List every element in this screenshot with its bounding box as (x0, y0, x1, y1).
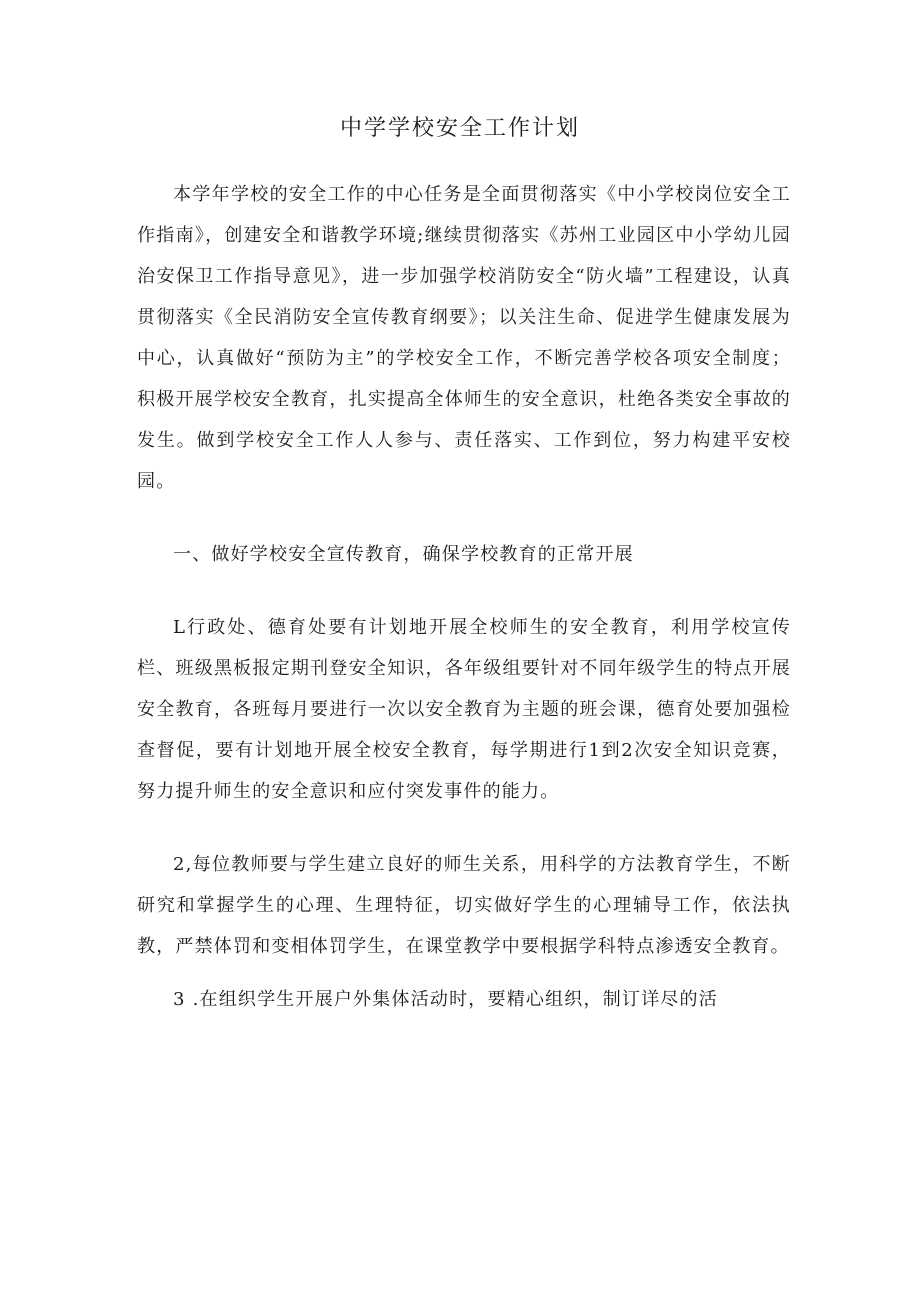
document-body (137, 174, 791, 1020)
document-title: 中学学校安全工作计划 (339, 116, 580, 141)
spacer (137, 575, 791, 607)
item-paragraph-3: 3 .在组织学生开展户外集体活动时，要精心组织，制订详尽的活 (173, 989, 718, 1010)
spacer (137, 812, 791, 844)
section-heading-1: 一、做好学校安全宣传教育，确保学校教育的正常开展 (173, 544, 634, 565)
spacer (137, 967, 791, 979)
intro-paragraph: 本学年学校的安全工作的中心任务是全面贯彻落实《中小学校岗位安全工作指南》，创建安全和谐教学环境;继续贯彻落实《苏州工业园区中小学幼儿园治安保卫工作指导意见》，进一步加强学校消防安全“防火墙”工程建设，认真贯彻落实《全民消防安全宣传教育纲要》；以关注生命、促进学生健康发展为中心，认真做好“预防为主”的学校安全工作，不断完善学校各项安全制度；积极开展学校安全教育，扎实提高全体师生的安全意识，杜绝各类安全事故的发生。做到学校安全工作人人参与、责任落实、工作到位，努力构建平安校园。 (137, 184, 791, 492)
item-paragraph-1: L行政处、德育处要有计划地开展全校师生的安全教育，利用学校宣传栏、班级黑板报定期刊登安全知识，各年级组要针对不同年级学生的特点开展安全教育，各班每月要进行一次以安全教育为主题的班会课，德育处要加强检查督促，要有计划地开展全校安全教育，每学期进行1到2次安全知识竞赛，努力提升师生的安全意识和应付突发事件的能力。 (137, 617, 791, 802)
item-paragraph-2: 2,每位教师要与学生建立良好的师生关系，用科学的方法教育学生，不断研究和掌握学生的心理、生理特征，切实做好学生的心理辅导工作，依法执教，严禁体罚和变相体罚学生，在课堂教学中要根据学科特点渗透安全教育。 (137, 854, 791, 957)
spacer (137, 502, 791, 534)
